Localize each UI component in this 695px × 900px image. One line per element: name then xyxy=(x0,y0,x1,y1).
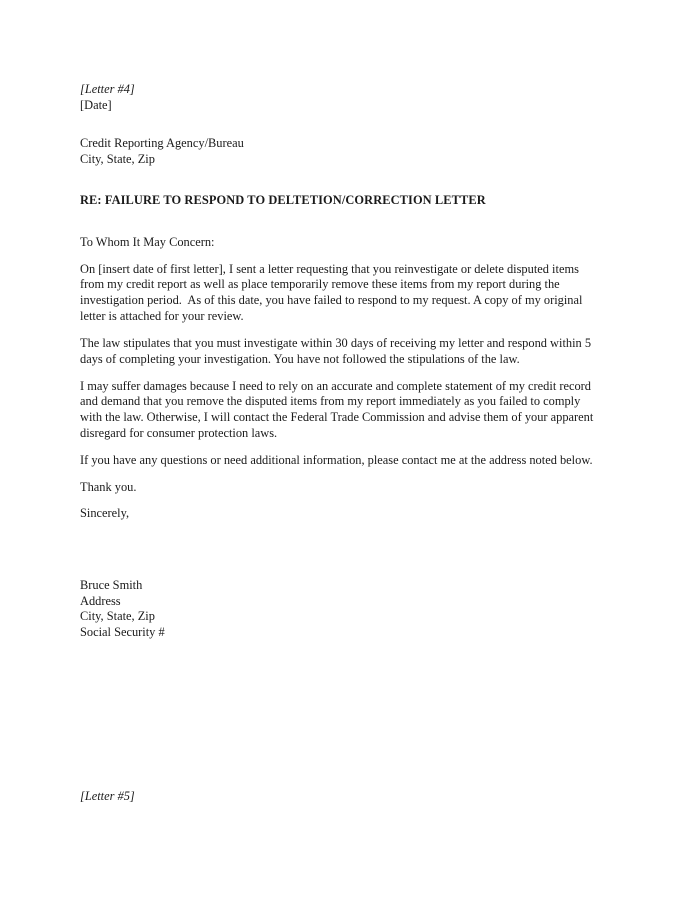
closing-line: Sincerely, xyxy=(80,506,130,521)
date-placeholder: [Date] xyxy=(80,97,112,112)
spacer-before-recipient xyxy=(80,113,600,136)
sender-name: Bruce Smith xyxy=(80,578,143,593)
spacer-before-thanks xyxy=(80,469,600,480)
thank-you-line: Thank you. xyxy=(80,479,137,494)
body-paragraph-1: On [insert date of first letter], I sent a letter requesting that you reinvestigate or delete disputed items from my credit report as well as place temporarily remove these items from my report during the investigation period. As of this date, you have failed to respond to my request. A copy of my original letter is attached for your review. xyxy=(80,261,586,324)
spacer-before-paragraph-1 xyxy=(80,251,600,262)
spacer-before-paragraph-2 xyxy=(80,325,600,336)
spacer-before-salutation xyxy=(80,209,600,235)
sender-address: Address xyxy=(80,593,121,608)
letter-content xyxy=(80,82,600,640)
subject-line: RE: FAILURE TO RESPOND TO DELTETION/CORRECTION LETTER xyxy=(80,193,486,208)
body-paragraph-2: The law stipulates that you must investigate within 30 days of receiving my letter and respond within 5 days of completing your investigation. You have not followed the stipulations of the law. xyxy=(80,335,595,366)
spacer-before-subject xyxy=(80,167,600,193)
next-letter-tag: [Letter #5] xyxy=(80,789,135,803)
spacer-before-paragraph-4 xyxy=(80,442,600,453)
sender-ssn-label: Social Security # xyxy=(80,624,165,639)
letter-number-tag: [Letter #4] xyxy=(80,82,135,96)
recipient-name: Credit Reporting Agency/Bureau xyxy=(80,136,244,151)
sender-city-state-zip: City, State, Zip xyxy=(80,609,155,624)
recipient-address: City, State, Zip xyxy=(80,151,155,166)
salutation: To Whom It May Concern: xyxy=(80,234,215,249)
body-paragraph-4: If you have any questions or need additional information, please contact me at the address noted below. xyxy=(80,453,593,467)
signature-space xyxy=(80,522,600,578)
spacer-before-paragraph-3 xyxy=(80,368,600,379)
signature-block xyxy=(80,578,600,640)
spacer-before-closing xyxy=(80,495,600,506)
body-paragraph-3: I may suffer damages because I need to rely on an accurate and complete statement of my credit record and demand that you remove the disputed items from my report immediately as you failed to comply with the law. Otherwise, I will contact the Federal Trade Commission and advise them of your apparent disregard for consumer protection laws. xyxy=(80,378,597,441)
